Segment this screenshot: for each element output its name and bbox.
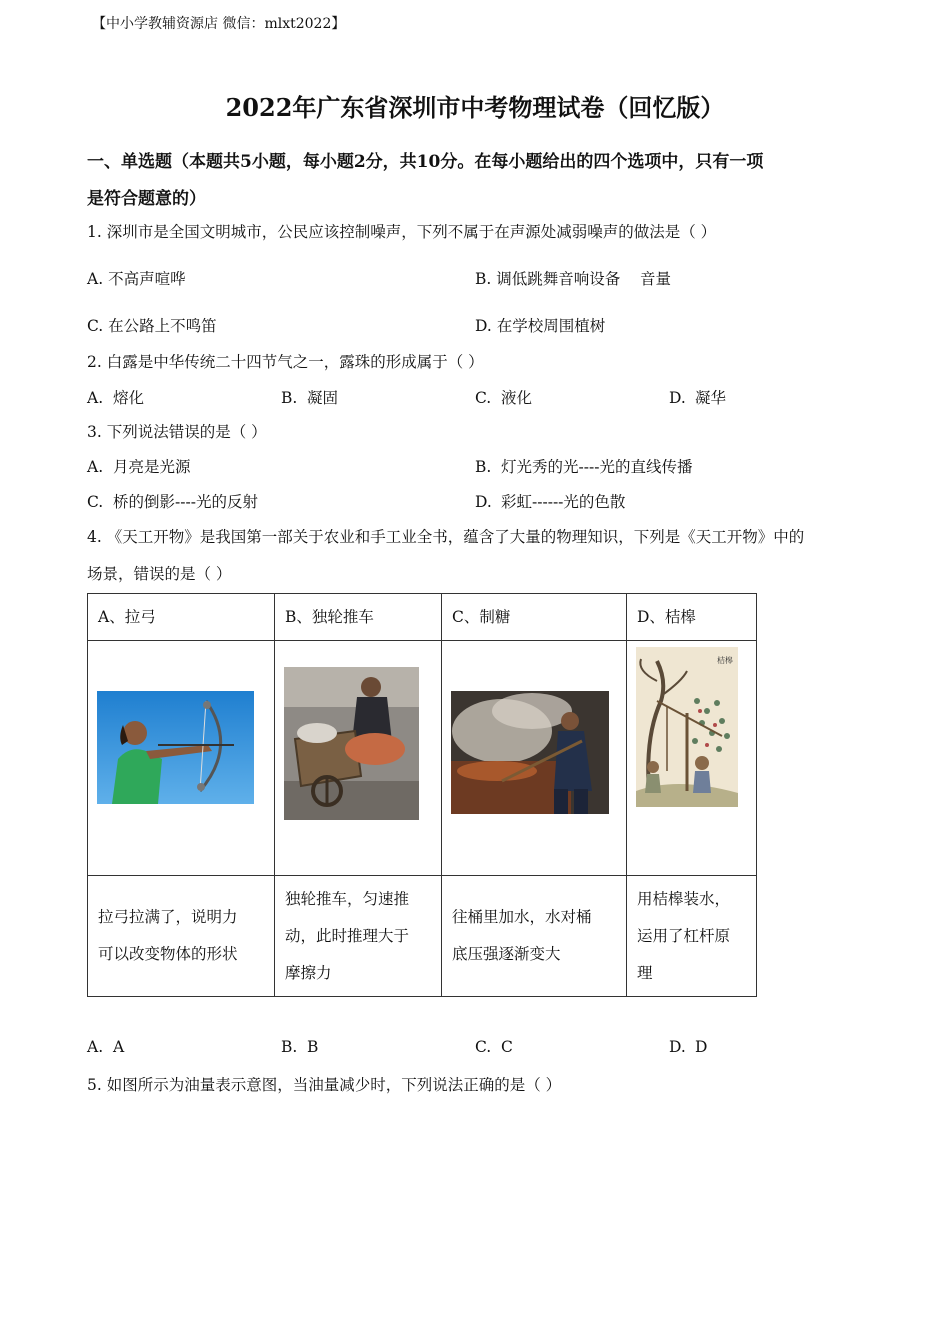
option-text: 熔化 [113, 389, 145, 407]
page-header: 【中小学教辅资源店 微信：mlxt2022】 [92, 16, 346, 32]
desc-line: 独轮推车，匀速推 [285, 889, 410, 908]
option-label: B. [475, 270, 492, 288]
desc-line: 底压强逐渐变大 [452, 945, 561, 963]
desc-line: 摩擦力 [285, 963, 332, 982]
question-4-stem-line2: 场景，错误的是（ ） [87, 565, 232, 583]
section-heading-line1: 一、单选题（本题共5小题，每小题2分，共10分。在每小题给出的四个选项中，只有一项 [87, 152, 764, 172]
question-5-stem: 5. 如图所示为油量表示意图，当油量减少时，下列说法正确的是（ ） [87, 1076, 562, 1094]
option-text: 月亮是光源 [113, 458, 191, 476]
option-text: 凝固 [307, 389, 339, 407]
option-label: B. [281, 389, 298, 407]
option-label: B. [281, 1038, 298, 1056]
option-text: 灯光秀的光----光的直线传播 [501, 458, 693, 476]
option-text: A [113, 1038, 125, 1056]
option-label: B. [475, 458, 492, 476]
question-2-option-d[interactable] [669, 386, 726, 408]
question-2-option-c[interactable] [475, 386, 532, 408]
section-heading-line2: 是符合题意的） [87, 189, 206, 209]
question-4-option-c[interactable] [475, 1038, 513, 1056]
well-sweep-painting [627, 641, 756, 875]
option-label: C. [87, 317, 104, 335]
question-2-option-b[interactable] [281, 386, 338, 408]
question-1-option-c[interactable] [87, 314, 217, 336]
painting-caption: 桔槔 [717, 656, 733, 665]
table-header-a: A、拉弓 [88, 594, 275, 641]
question-1-option-d[interactable] [475, 314, 605, 336]
option-text: C [501, 1038, 513, 1056]
option-text: D [695, 1038, 708, 1056]
desc-line: 理 [637, 963, 653, 982]
table-desc-c [442, 876, 627, 997]
desc-line: 动，此时推理大于 [285, 926, 410, 945]
desc-line: 可以改变物体的形状 [98, 945, 238, 963]
question-3-option-d[interactable] [475, 490, 625, 512]
sugar-making-photo [442, 641, 626, 875]
option-text: 在学校周围植树 [496, 317, 606, 335]
desc-line: 运用了杠杆原 [637, 926, 731, 945]
question-1-option-a[interactable] [87, 267, 186, 289]
option-text: 液化 [501, 389, 533, 407]
option-label: D. [669, 1038, 686, 1056]
question-4-stem-line1: 4. 《天工开物》是我国第一部关于农业和手工业全书，蕴含了大量的物理知识，下列是《天工开物》中的 [87, 528, 805, 546]
question-4-table [87, 593, 757, 997]
archery-photo [88, 641, 274, 875]
question-3-stem: 3. 下列说法错误的是（ ） [87, 423, 267, 441]
table-image-cell-a [88, 641, 275, 876]
question-4-option-b[interactable] [281, 1038, 318, 1056]
question-2-stem: 2. 白露是中华传统二十四节气之一，露珠的形成属于（ ） [87, 353, 484, 371]
desc-line: 用桔槔装水， [637, 889, 731, 908]
table-header-d: D、桔槔 [627, 594, 757, 641]
exam-title: 2022年广东省深圳市中考物理试卷（回忆版） [225, 93, 725, 122]
table-image-cell-d [627, 641, 757, 876]
option-label: A. [87, 389, 104, 407]
table-header-b: B、独轮推车 [275, 594, 442, 641]
option-label: D. [475, 317, 492, 335]
question-3-option-a[interactable] [87, 455, 191, 477]
option-text: 调低跳舞音响设备 音量 [496, 270, 671, 288]
option-text: 不高声喧哗 [108, 270, 186, 288]
option-label: D. [669, 389, 686, 407]
table-image-cell-b [275, 641, 442, 876]
option-label: A. [87, 270, 104, 288]
option-label: D. [475, 493, 492, 511]
table-image-cell-c [442, 641, 627, 876]
table-desc-a [88, 876, 275, 997]
question-4-option-d[interactable] [669, 1038, 707, 1056]
option-text: B [307, 1038, 319, 1056]
table-desc-d [627, 876, 757, 997]
question-1-stem: 1. 深圳市是全国文明城市，公民应该控制噪声，下列不属于在声源处减弱噪声的做法是（ ） [87, 223, 717, 241]
desc-line: 往桶里加水，水对桶 [452, 908, 592, 926]
option-label: C. [475, 389, 492, 407]
question-1-option-b[interactable] [475, 267, 671, 289]
desc-line: 拉弓拉满了，说明力 [98, 908, 238, 926]
option-label: A. [87, 1038, 104, 1056]
question-2-option-a[interactable] [87, 386, 144, 408]
wheelbarrow-photo [275, 641, 441, 875]
question-4-option-a[interactable] [87, 1038, 124, 1056]
option-text: 桥的倒影----光的反射 [113, 493, 258, 511]
option-label: A. [87, 458, 104, 476]
option-label: C. [475, 1038, 492, 1056]
question-3-option-c[interactable] [87, 490, 258, 512]
option-text: 在公路上不鸣笛 [108, 317, 217, 335]
table-header-c: C、制糖 [442, 594, 627, 641]
question-3-option-b[interactable] [475, 455, 692, 477]
table-desc-b [275, 876, 442, 997]
option-label: C. [87, 493, 104, 511]
option-text: 凝华 [695, 389, 727, 407]
option-text: 彩虹------光的色散 [501, 493, 626, 511]
